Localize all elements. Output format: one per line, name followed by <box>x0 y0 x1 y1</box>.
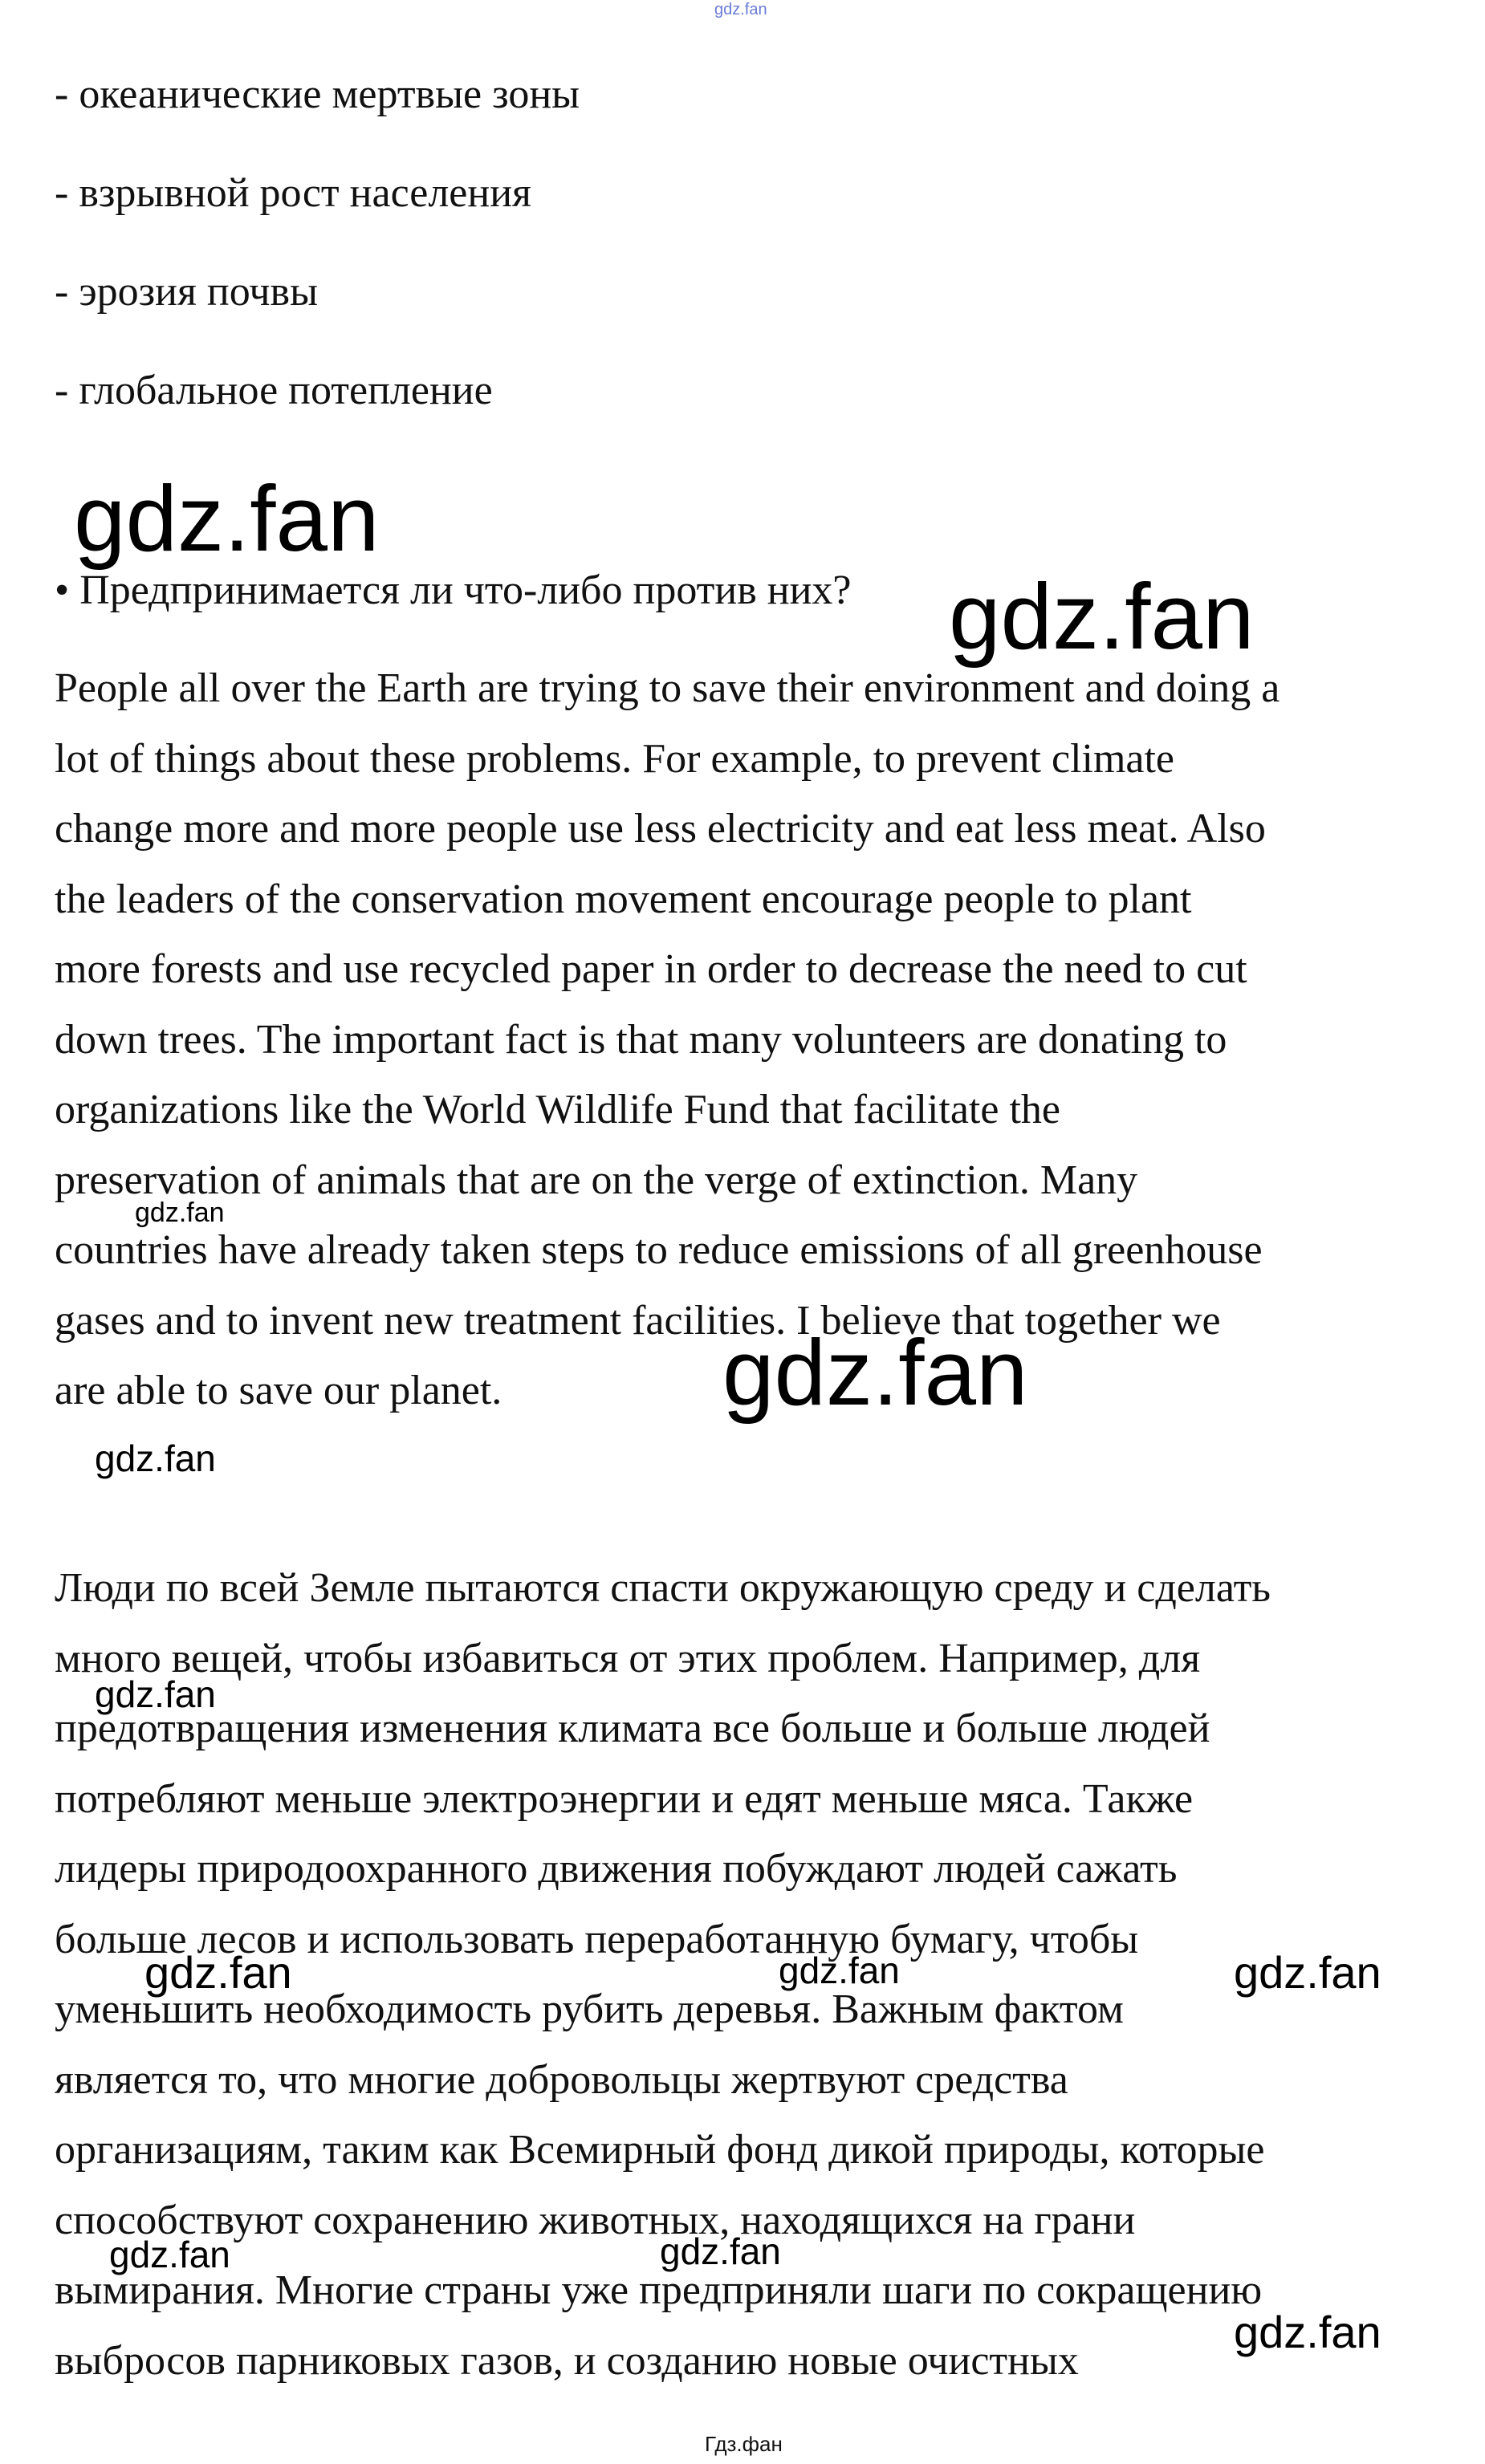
paragraph-line: People all over the Earth are trying to save their environment and doing a <box>55 665 1280 711</box>
paragraph-line: лидеры природоохранного движения побуждают людей сажать <box>55 1846 1178 1892</box>
paragraph-line: lot of things about these problems. For example, to prevent climate <box>55 735 1175 782</box>
question-heading: • Предпринимается ли что-либо против них? <box>55 567 852 613</box>
paragraph-line: выбросов парниковых газов, и созданию новые очистных <box>55 2337 1079 2384</box>
watermark: gdz.fan <box>95 1437 216 1479</box>
paragraph-line: down trees. The important fact is that many volunteers are donating to <box>55 1016 1227 1063</box>
paragraph-line: организациям, таким как Всемирный фонд дикой природы, которые <box>55 2127 1265 2173</box>
english-paragraph <box>55 653 1435 1426</box>
header-watermark: gdz.fan <box>714 1 767 18</box>
bullet-item: - океанические мертвые зоны <box>55 71 580 117</box>
paragraph-line: способствуют сохранению животных, находящихся на грани <box>55 2197 1136 2243</box>
paragraph-line: предотвращения изменения климата все больше и больше людей <box>55 1706 1210 1751</box>
watermark: gdz.fan <box>74 466 380 571</box>
paragraph-line: change more and more people use less electricity and eat less meat. Also <box>55 806 1266 852</box>
paragraph-line: preservation of animals that are on the verge of extinction. Many <box>55 1157 1138 1203</box>
watermark: gdz.fan <box>144 1947 292 1998</box>
watermark: gdz.fan <box>135 1197 225 1228</box>
footer-label: Гдз.фан <box>705 2432 783 2456</box>
paragraph-line: больше лесов и использовать переработанную бумагу, чтобы <box>55 1916 1139 1962</box>
paragraph-line: является то, что многие добровольцы жертвуют средства <box>55 2056 1068 2103</box>
paragraph-line: are able to save our planet. <box>55 1368 502 1413</box>
watermark: gdz.fan <box>779 1950 900 1991</box>
paragraph-line: organizations like the World Wildlife Fund that facilitate the <box>55 1087 1060 1132</box>
paragraph-line: вымирания. Многие страны уже предприняли шаги по сокращению <box>55 2267 1263 2313</box>
paragraph-line: more forests and use recycled paper in order to decrease the need to cut <box>55 946 1247 992</box>
watermark: gdz.fan <box>722 1320 1028 1425</box>
bullet-item: - взрывной рост населения <box>55 170 531 216</box>
bullet-item: - эрозия почвы <box>55 269 319 315</box>
paragraph-line: gases and to invent new treatment facilities. I believe that together we <box>55 1297 1221 1344</box>
watermark: gdz.fan <box>660 2230 781 2272</box>
watermark: gdz.fan <box>109 2234 230 2275</box>
paragraph-line: потребляют меньше электроэнергии и едят меньше мяса. Также <box>55 1775 1194 1822</box>
watermark: gdz.fan <box>1234 1947 1381 1998</box>
watermark: gdz.fan <box>1234 2307 1381 2357</box>
paragraph-line: уменьшить необходимость рубить деревья. Важным фактом <box>55 1986 1124 2032</box>
bullet-item: - глобальное потепление <box>55 368 493 413</box>
paragraph-line: the leaders of the conservation movement encourage people to plant <box>55 876 1192 922</box>
paragraph-line: countries have already taken steps to reduce emissions of all greenhouse <box>55 1227 1263 1273</box>
paragraph-line: много вещей, чтобы избавиться от этих проблем. Например, для <box>55 1635 1201 1681</box>
paragraph-line: Люди по всей Земле пытаются спасти окружающую среду и сделать <box>55 1565 1271 1611</box>
watermark: gdz.fan <box>95 1673 216 1715</box>
watermark: gdz.fan <box>949 564 1255 669</box>
